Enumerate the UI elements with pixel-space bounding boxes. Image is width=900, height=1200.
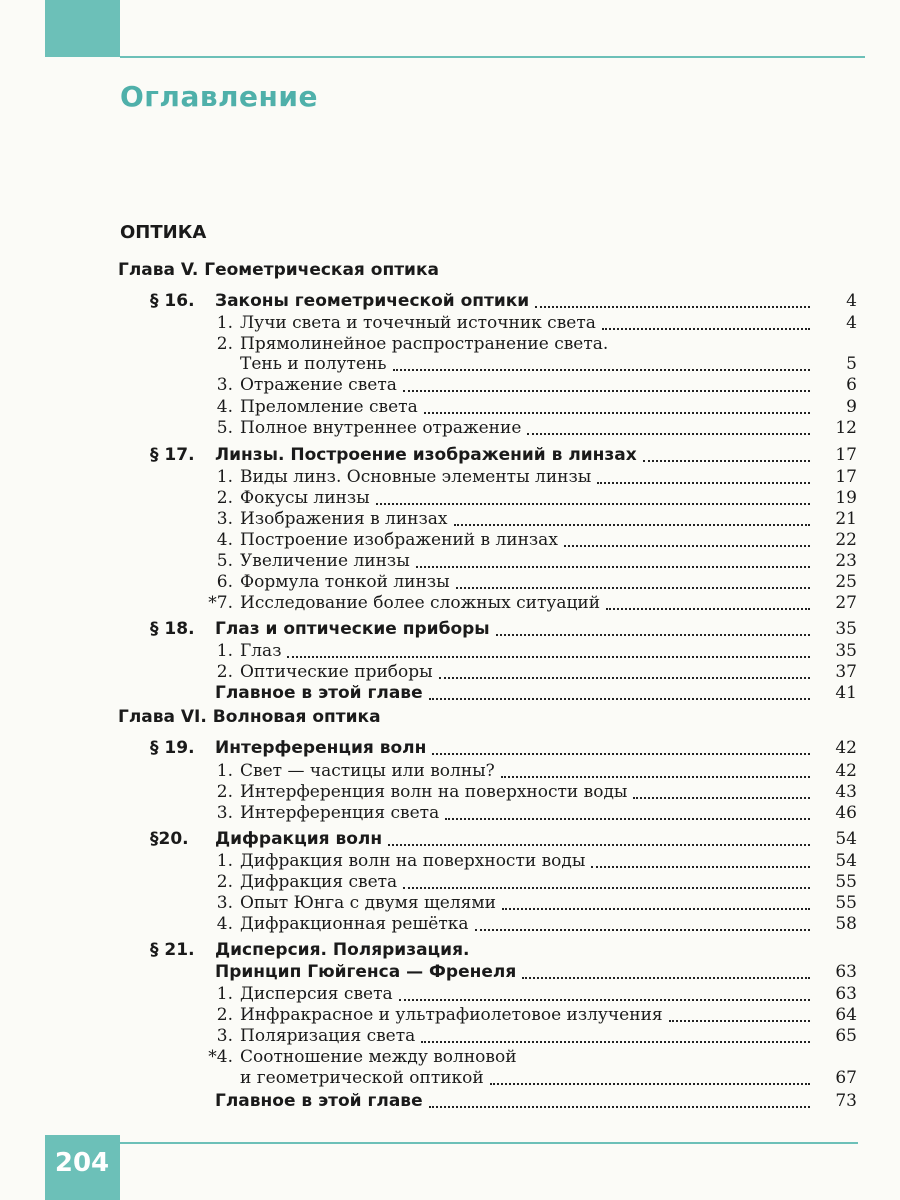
toc-page-number: 55 (835, 872, 857, 892)
dot-leader (597, 479, 810, 484)
dot-leader (403, 387, 810, 392)
toc-entry-text: Дифракция волн на поверхности воды (240, 851, 586, 871)
toc-entry-text: Формула тонкой линзы (240, 572, 450, 592)
toc-entry-text: Глаз и оптические приборы (215, 619, 490, 639)
toc-number: § 18. (150, 619, 195, 639)
page-title: Оглавление (120, 80, 319, 113)
toc-page-number: 35 (835, 619, 857, 639)
dot-leader (527, 430, 810, 435)
toc-number: *7. (208, 593, 233, 613)
toc-number: 2. (216, 1005, 233, 1025)
toc-page-number: 5 (846, 354, 857, 374)
dot-leader (376, 500, 810, 505)
dot-leader (429, 1103, 810, 1108)
dot-leader (633, 794, 810, 799)
toc-number: 1. (216, 761, 233, 781)
toc-entry-text: и геометрической оптикой (240, 1068, 484, 1088)
dot-leader (669, 1017, 810, 1022)
toc-entry-text: Отражение света (240, 375, 397, 395)
dot-leader (287, 653, 810, 658)
toc-number: § 17. (150, 445, 195, 465)
toc-entry-text: Оптические приборы (240, 662, 433, 682)
toc-page-number: 37 (835, 662, 857, 682)
toc-page-number: 4 (846, 291, 857, 311)
bottom-rule (120, 1142, 858, 1144)
toc-entry-text: Лучи света и точечный источник света (240, 313, 596, 333)
section-title: ОПТИКА (120, 222, 207, 243)
toc-number: 1. (216, 641, 233, 661)
dot-leader (388, 841, 810, 846)
dot-leader (501, 773, 810, 778)
toc-entry-text: Увеличение линзы (240, 551, 410, 571)
toc-page-number: 17 (835, 445, 857, 465)
toc-page-number: 41 (835, 683, 857, 703)
toc-page-number: 23 (835, 551, 857, 571)
toc-page-number: 54 (835, 851, 857, 871)
dot-leader (421, 1038, 810, 1043)
dot-leader (403, 884, 810, 889)
toc-page-number: 25 (835, 572, 857, 592)
toc-line[interactable] (0, 913, 900, 937)
top-accent-block (45, 0, 120, 57)
toc-page-number: 27 (835, 593, 857, 613)
dot-leader (490, 1080, 810, 1085)
toc-entry-text: Поляризация света (240, 1026, 416, 1046)
toc-entry-text: Интерференция волн (215, 738, 427, 758)
toc-number: 3. (216, 1026, 233, 1046)
toc-number: 5. (216, 418, 233, 438)
toc-page-number: 58 (835, 914, 857, 934)
toc-entry-text: Изображения в линзах (240, 509, 448, 529)
toc-page-number: 67 (835, 1068, 857, 1088)
dot-leader (432, 750, 810, 755)
toc-line[interactable] (0, 1090, 900, 1114)
toc-number: 2. (216, 334, 233, 354)
toc-line[interactable] (0, 374, 900, 398)
toc-entry-text: Построение изображений в линзах (240, 530, 558, 550)
dot-leader (429, 695, 810, 700)
toc-number: 1. (216, 984, 233, 1004)
toc-line[interactable] (0, 1067, 900, 1091)
toc-entry-text: Прямолинейное распространение света. (240, 334, 609, 354)
toc-entry-text: Дисперсия. Поляризация. (215, 940, 470, 960)
dot-leader (399, 996, 810, 1001)
toc-page-number: 6 (846, 375, 857, 395)
toc-entry-text: Дифракция волн (215, 829, 383, 849)
toc-page-number: 63 (835, 984, 857, 1004)
toc-entry-text: Законы геометрической оптики (215, 291, 530, 311)
toc-entry-text: Опыт Юнга с двумя щелями (240, 893, 496, 913)
toc-line[interactable] (0, 682, 900, 706)
dot-leader (416, 563, 810, 568)
toc-number: *4. (208, 1047, 233, 1067)
dot-leader (424, 409, 810, 414)
toc-entry-text: Главное в этой главе (215, 1091, 423, 1111)
toc-number: 2. (216, 872, 233, 892)
toc-entry-text: Интерференция волн на поверхности воды (240, 782, 628, 802)
toc-number: 2. (216, 662, 233, 682)
toc-number: 2. (216, 488, 233, 508)
toc-line[interactable] (0, 290, 900, 314)
toc-line[interactable] (0, 444, 900, 468)
toc-number: § 19. (150, 738, 195, 758)
toc-number: 4. (216, 530, 233, 550)
toc-entry-text: Принцип Гюйгенса — Френеля (215, 962, 517, 982)
toc-entry-text: Преломление света (240, 397, 418, 417)
toc-entry-text: Дисперсия света (240, 984, 393, 1004)
toc-page-number: 42 (835, 738, 857, 758)
toc-number: 1. (216, 851, 233, 871)
toc-page-number: 54 (835, 829, 857, 849)
toc-entry-text: Глаз (240, 641, 282, 661)
toc-line[interactable] (0, 618, 900, 642)
toc-entry-text: Исследование более сложных ситуаций (240, 593, 601, 613)
toc-page-number: 21 (835, 509, 857, 529)
toc-page-number: 55 (835, 893, 857, 913)
toc-page-number: 43 (835, 782, 857, 802)
toc-line[interactable] (0, 802, 900, 826)
toc-page-number: 4 (846, 313, 857, 333)
toc-number: §20. (150, 829, 189, 849)
toc-line[interactable] (0, 828, 900, 852)
toc-entry-text: Свет — частицы или волны? (240, 761, 495, 781)
dot-leader (606, 605, 810, 610)
toc-page-number: 46 (835, 803, 857, 823)
toc-number: § 21. (150, 940, 195, 960)
dot-leader (602, 325, 810, 330)
toc-number: 4. (216, 397, 233, 417)
toc-page-number: 42 (835, 761, 857, 781)
top-rule (120, 56, 865, 58)
dot-leader (564, 542, 810, 547)
toc-entry-text: Дифракция света (240, 872, 398, 892)
toc-entry-text: Интерференция света (240, 803, 440, 823)
toc-line[interactable] (0, 417, 900, 441)
toc-number: 1. (216, 467, 233, 487)
toc-number: § 16. (150, 291, 195, 311)
dot-leader (522, 974, 810, 979)
toc-page-number: 73 (835, 1091, 857, 1111)
dot-leader (643, 457, 810, 462)
toc-line[interactable] (0, 592, 900, 616)
toc-page-number: 35 (835, 641, 857, 661)
toc-number: 5. (216, 551, 233, 571)
toc-page-number: 12 (835, 418, 857, 438)
toc-page-number: 22 (835, 530, 857, 550)
toc-page-number: 65 (835, 1026, 857, 1046)
dot-leader (439, 674, 810, 679)
toc-line[interactable] (0, 737, 900, 761)
toc-line[interactable] (0, 961, 900, 985)
chapter-5-title: Глава V. Геометрическая оптика (118, 260, 439, 280)
dot-leader (496, 631, 810, 636)
toc-page-number: 64 (835, 1005, 857, 1025)
toc-page-number: 9 (846, 397, 857, 417)
toc-number: 3. (216, 375, 233, 395)
dot-leader (535, 303, 810, 308)
toc-page-number: 17 (835, 467, 857, 487)
toc-entry-text: Фокусы линзы (240, 488, 370, 508)
toc-number: 6. (216, 572, 233, 592)
dot-leader (591, 863, 810, 868)
toc-entry-text: Линзы. Построение изображений в линзах (215, 445, 637, 465)
dot-leader (393, 366, 810, 371)
toc-line[interactable] (0, 939, 900, 963)
toc-page-number: 63 (835, 962, 857, 982)
dot-leader (445, 815, 810, 820)
toc-entry-text: Дифракционная решётка (240, 914, 469, 934)
toc-entry-text: Полное внутреннее отражение (240, 418, 522, 438)
toc-number: 3. (216, 893, 233, 913)
toc-number: 3. (216, 509, 233, 529)
toc-number: 4. (216, 914, 233, 934)
page-number: 204 (54, 1148, 110, 1178)
toc-entry-text: Инфракрасное и ультрафиолетовое излучения (240, 1005, 663, 1025)
dot-leader (502, 905, 810, 910)
toc-number: 1. (216, 313, 233, 333)
dot-leader (456, 584, 810, 589)
toc-number: 2. (216, 782, 233, 802)
toc-page-number: 19 (835, 488, 857, 508)
toc-entry-text: Соотношение между волновой (240, 1047, 517, 1067)
chapter-6-title: Глава VI. Волновая оптика (118, 707, 381, 727)
toc-entry-text: Главное в этой главе (215, 683, 423, 703)
toc-entry-text: Тень и полутень (240, 354, 387, 374)
toc-entry-text: Виды линз. Основные элементы линзы (240, 467, 592, 487)
dot-leader (475, 926, 810, 931)
toc-number: 3. (216, 803, 233, 823)
dot-leader (454, 521, 810, 526)
